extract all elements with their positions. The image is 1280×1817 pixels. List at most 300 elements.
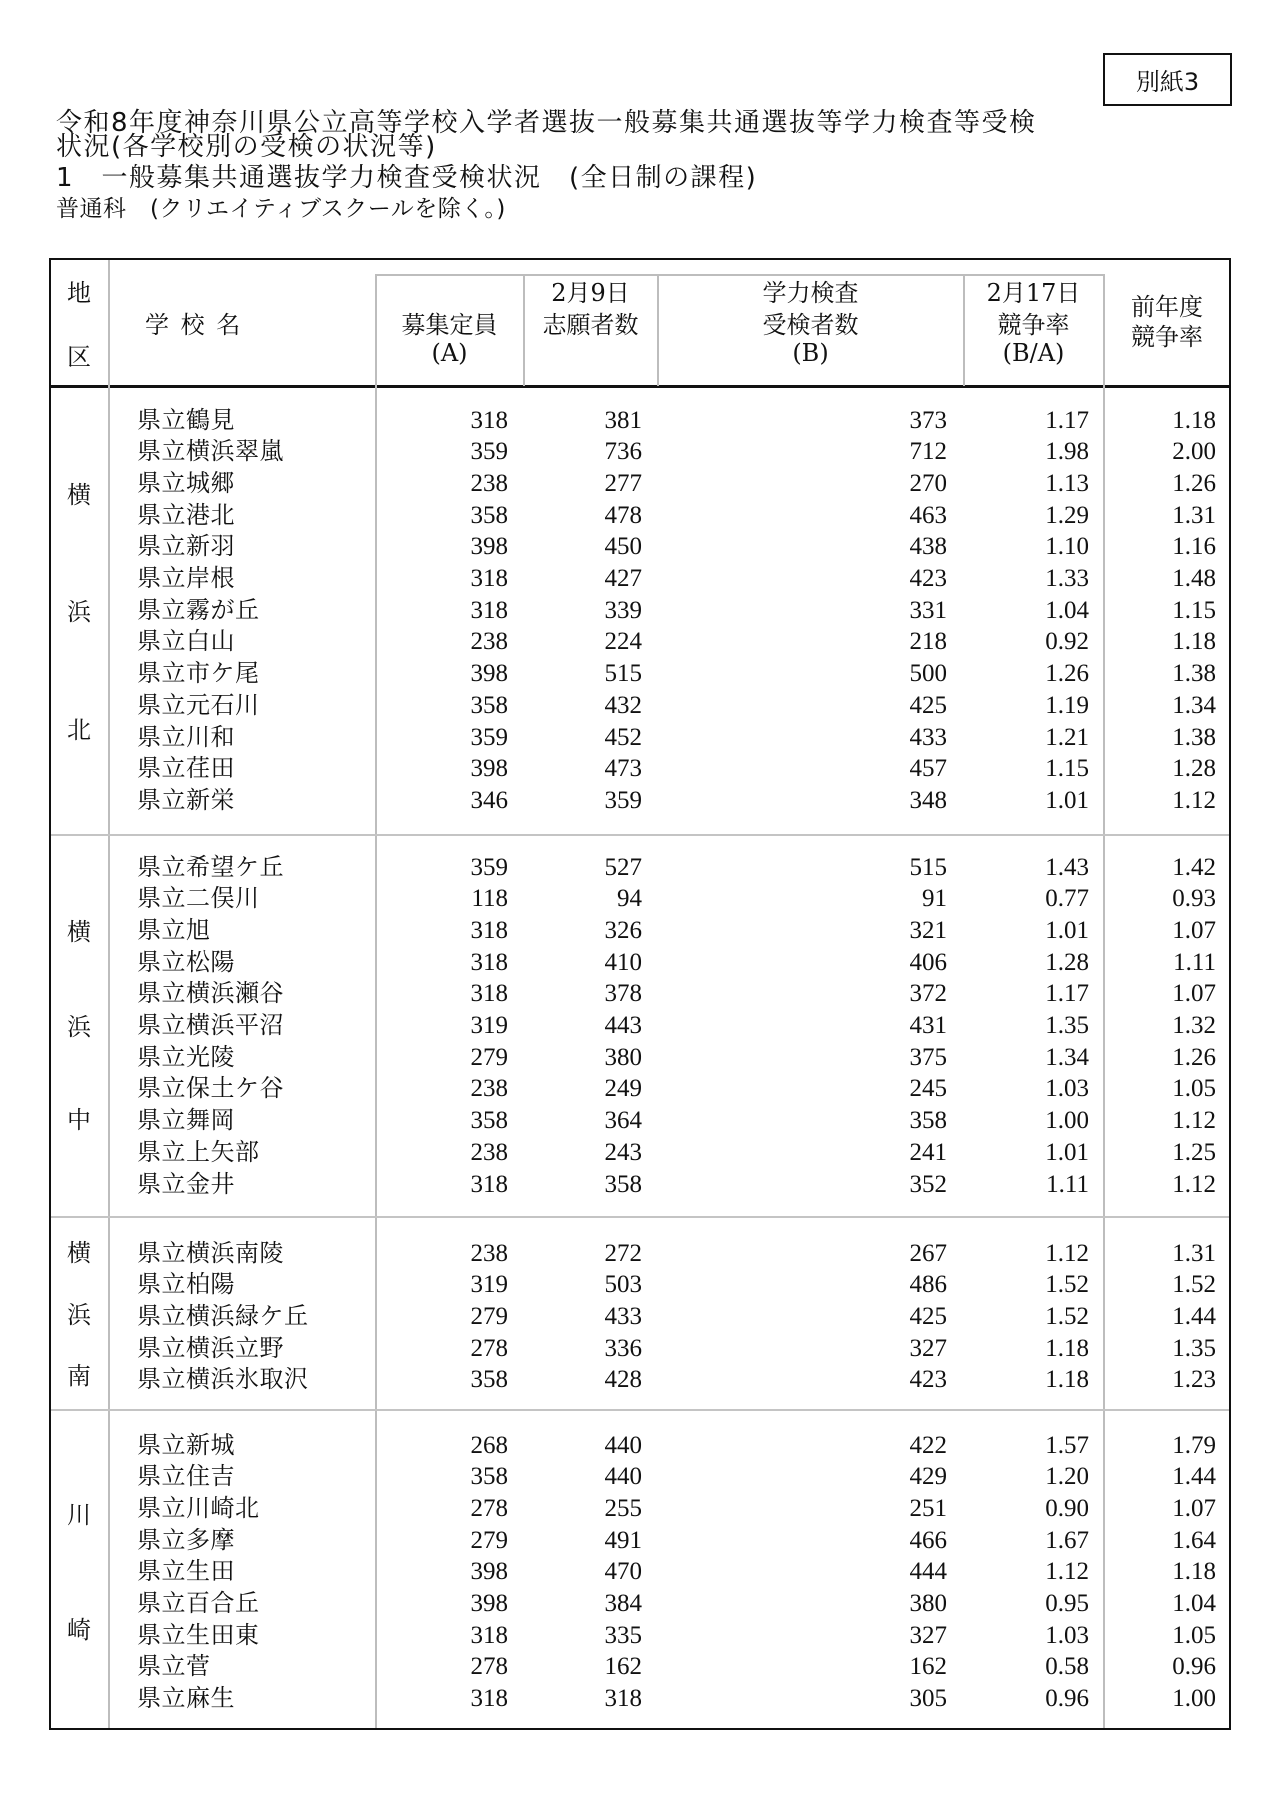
region-label-char: 南 xyxy=(67,1362,91,1390)
applicants-value: 318 xyxy=(604,1685,642,1713)
examinees-value: 423 xyxy=(909,565,947,592)
header-ratio-3: (B/A) xyxy=(1002,339,1065,367)
prev-ratio-value: 1.12 xyxy=(1172,1170,1216,1198)
school-name: 県立横浜平沼 xyxy=(137,1011,284,1039)
table-row xyxy=(0,1651,1280,1682)
document-title-line-1: 令和8年度神奈川県公立高等学校入学者選抜一般募集共通選抜等学力検査等受検 xyxy=(56,108,1037,138)
table-row xyxy=(0,1073,1280,1104)
school-name: 県立住吉 xyxy=(137,1462,235,1491)
prev-ratio-value: 1.34 xyxy=(1172,691,1216,719)
examinees-value: 515 xyxy=(909,853,947,881)
ratio-value: 1.00 xyxy=(1045,1107,1089,1135)
examinees-value: 486 xyxy=(909,1271,947,1299)
examinees-value: 267 xyxy=(909,1239,947,1267)
prev-ratio-value: 1.00 xyxy=(1172,1685,1216,1713)
applicants-value: 410 xyxy=(604,948,642,976)
table-row xyxy=(0,785,1280,816)
header-applicants-1: 2月9日 xyxy=(551,279,630,307)
group-separator xyxy=(51,1409,1229,1411)
ratio-value: 1.20 xyxy=(1045,1463,1089,1491)
applicants-value: 432 xyxy=(604,691,642,719)
table-row xyxy=(0,1269,1280,1300)
capacity-value: 318 xyxy=(470,1685,508,1713)
prev-ratio-value: 1.48 xyxy=(1172,565,1216,592)
header-region-1: 地 xyxy=(67,279,91,307)
examinees-value: 429 xyxy=(909,1463,947,1491)
school-name: 県立新城 xyxy=(137,1430,235,1459)
school-name: 県立保土ケ谷 xyxy=(137,1074,284,1103)
school-name: 県立城郷 xyxy=(137,468,235,497)
header-examinees-3: (B) xyxy=(792,339,829,367)
region-label-char: 横 xyxy=(67,918,91,946)
school-name: 県立菅 xyxy=(137,1652,211,1681)
school-name: 県立旭 xyxy=(137,915,211,944)
applicants-value: 277 xyxy=(604,469,642,497)
examinees-value: 373 xyxy=(909,406,947,434)
ratio-value: 1.03 xyxy=(1045,1621,1089,1649)
school-name: 県立松陽 xyxy=(137,947,235,976)
header-ratio-1: 2月17日 xyxy=(986,279,1081,307)
school-name: 県立二俣川 xyxy=(137,884,260,913)
attachment-label-text: 別紙3 xyxy=(1135,68,1200,96)
examinees-value: 425 xyxy=(909,691,947,719)
ratio-value: 1.18 xyxy=(1045,1334,1089,1362)
capacity-value: 359 xyxy=(470,723,508,751)
capacity-value: 318 xyxy=(470,916,508,944)
school-name: 県立多摩 xyxy=(137,1525,235,1554)
school-name: 県立霧が丘 xyxy=(137,595,260,624)
prev-ratio-value: 1.07 xyxy=(1172,1494,1216,1522)
region-label-char: 横 xyxy=(67,481,91,509)
ratio-value: 0.96 xyxy=(1045,1685,1089,1713)
applicants-value: 473 xyxy=(604,755,642,783)
ratio-value: 1.21 xyxy=(1045,723,1089,751)
capacity-value: 279 xyxy=(470,1526,508,1554)
table-row xyxy=(0,1105,1280,1136)
capacity-value: 318 xyxy=(470,565,508,592)
applicants-value: 428 xyxy=(604,1366,642,1394)
applicants-value: 249 xyxy=(604,1075,642,1103)
header-examinees-1: 学力検査 xyxy=(762,279,859,307)
table-row xyxy=(0,1461,1280,1492)
capacity-value: 398 xyxy=(470,1558,508,1586)
capacity-value: 319 xyxy=(470,1012,508,1039)
applicants-value: 380 xyxy=(604,1043,642,1071)
ratio-value: 1.03 xyxy=(1045,1075,1089,1103)
ratio-value: 1.19 xyxy=(1045,691,1089,719)
examinees-value: 444 xyxy=(909,1558,947,1586)
ratio-value: 1.28 xyxy=(1045,948,1089,976)
prev-ratio-value: 1.07 xyxy=(1172,916,1216,944)
ratio-value: 1.13 xyxy=(1045,469,1089,497)
capacity-value: 268 xyxy=(470,1431,508,1459)
table-row xyxy=(0,1683,1280,1714)
applicants-value: 527 xyxy=(604,853,642,881)
prev-ratio-value: 1.42 xyxy=(1172,853,1216,881)
capacity-value: 398 xyxy=(470,1590,508,1617)
applicants-value: 478 xyxy=(604,501,642,529)
applicants-value: 440 xyxy=(604,1463,642,1491)
subsection-heading: 普通科 (クリエイティブスクールを除く。) xyxy=(56,196,506,222)
school-name: 県立横浜南陵 xyxy=(137,1238,284,1267)
ratio-value: 1.43 xyxy=(1045,853,1089,881)
capacity-value: 238 xyxy=(470,469,508,497)
header-prev-ratio-2: 競争率 xyxy=(1131,323,1203,351)
examinees-value: 327 xyxy=(909,1334,947,1362)
ratio-value: 0.90 xyxy=(1045,1494,1089,1522)
table-row xyxy=(0,947,1280,978)
examinees-value: 358 xyxy=(909,1107,947,1135)
capacity-value: 278 xyxy=(470,1494,508,1522)
prev-ratio-value: 1.38 xyxy=(1172,723,1216,751)
ratio-value: 0.77 xyxy=(1045,885,1089,913)
applicants-value: 335 xyxy=(604,1621,642,1649)
examinees-value: 270 xyxy=(909,469,947,497)
prev-ratio-value: 1.15 xyxy=(1172,596,1216,624)
capacity-value: 359 xyxy=(470,438,508,466)
school-name: 県立希望ケ丘 xyxy=(137,852,284,881)
school-name: 県立柏陽 xyxy=(137,1270,235,1299)
capacity-value: 318 xyxy=(470,596,508,624)
capacity-value: 358 xyxy=(470,1366,508,1394)
prev-ratio-value: 1.31 xyxy=(1172,501,1216,529)
prev-ratio-value: 1.18 xyxy=(1172,628,1216,656)
prev-ratio-value: 1.35 xyxy=(1172,1334,1216,1362)
prev-ratio-value: 1.31 xyxy=(1172,1239,1216,1267)
capacity-value: 278 xyxy=(470,1334,508,1362)
examinees-value: 305 xyxy=(909,1685,947,1713)
prev-ratio-value: 1.12 xyxy=(1172,1107,1216,1135)
applicants-value: 326 xyxy=(604,916,642,944)
examinees-value: 406 xyxy=(909,948,947,976)
school-name: 県立生田東 xyxy=(137,1620,260,1649)
ratio-value: 1.01 xyxy=(1045,786,1089,814)
examinees-value: 245 xyxy=(909,1075,947,1103)
table-row xyxy=(0,1364,1280,1395)
ratio-value: 1.52 xyxy=(1045,1302,1089,1330)
ratio-value: 0.58 xyxy=(1045,1653,1089,1681)
table-row xyxy=(0,595,1280,626)
applicants-value: 381 xyxy=(604,406,642,434)
school-name: 県立荏田 xyxy=(137,754,235,783)
applicants-value: 336 xyxy=(604,1334,642,1362)
table-row xyxy=(0,1333,1280,1364)
school-name: 県立港北 xyxy=(137,500,235,529)
capacity-value: 238 xyxy=(470,1138,508,1166)
table-row xyxy=(0,626,1280,657)
applicants-value: 515 xyxy=(604,660,642,688)
region-label-char: 中 xyxy=(67,1106,91,1134)
examinees-value: 348 xyxy=(909,786,947,814)
examinees-value: 463 xyxy=(909,501,947,529)
ratio-value: 0.92 xyxy=(1045,628,1089,656)
prev-ratio-value: 1.38 xyxy=(1172,660,1216,688)
prev-ratio-value: 1.44 xyxy=(1172,1463,1216,1491)
school-name: 県立横浜立野 xyxy=(137,1333,284,1362)
examinees-value: 327 xyxy=(909,1621,947,1649)
region-label-char: 横 xyxy=(67,1239,91,1267)
table-row xyxy=(0,1137,1280,1168)
ratio-value: 1.10 xyxy=(1045,533,1089,561)
ratio-value: 1.11 xyxy=(1046,1170,1089,1198)
ratio-value: 1.01 xyxy=(1045,1138,1089,1166)
prev-ratio-value: 1.44 xyxy=(1172,1302,1216,1330)
school-name: 県立川崎北 xyxy=(137,1493,260,1522)
applicants-value: 736 xyxy=(604,438,642,466)
capacity-value: 398 xyxy=(470,533,508,561)
school-name: 県立金井 xyxy=(137,1169,235,1198)
capacity-value: 279 xyxy=(470,1302,508,1330)
examinees-value: 438 xyxy=(909,533,947,561)
table-row xyxy=(0,1556,1280,1587)
header-school-name: 学 校 名 xyxy=(145,311,243,339)
capacity-value: 398 xyxy=(470,660,508,688)
capacity-value: 279 xyxy=(470,1043,508,1071)
prev-ratio-value: 0.93 xyxy=(1172,885,1216,913)
school-name: 県立元石川 xyxy=(137,690,260,719)
capacity-value: 278 xyxy=(470,1653,508,1681)
table-row xyxy=(0,500,1280,531)
capacity-value: 118 xyxy=(471,885,508,913)
table-row xyxy=(0,1301,1280,1332)
prev-ratio-value: 2.00 xyxy=(1172,438,1216,466)
ratio-value: 1.35 xyxy=(1045,1012,1089,1039)
region-label-char: 崎 xyxy=(67,1616,91,1644)
school-name: 県立市ケ尾 xyxy=(137,659,260,688)
table-row xyxy=(0,1010,1280,1041)
ratio-value: 1.67 xyxy=(1045,1526,1089,1554)
school-name: 県立舞岡 xyxy=(137,1106,235,1135)
examinees-value: 457 xyxy=(909,755,947,783)
capacity-value: 318 xyxy=(470,980,508,1008)
examinees-value: 372 xyxy=(909,980,947,1008)
table-row xyxy=(0,1588,1280,1619)
examinees-value: 712 xyxy=(909,438,947,466)
examinees-value: 433 xyxy=(909,723,947,751)
prev-ratio-value: 1.23 xyxy=(1172,1366,1216,1394)
prev-ratio-value: 1.07 xyxy=(1172,980,1216,1008)
prev-ratio-value: 1.16 xyxy=(1172,533,1216,561)
school-name: 県立川和 xyxy=(137,722,235,751)
prev-ratio-value: 1.04 xyxy=(1172,1590,1216,1617)
school-name: 県立新栄 xyxy=(137,785,235,814)
table-row xyxy=(0,1169,1280,1200)
examinees-value: 241 xyxy=(909,1138,947,1166)
school-name: 県立生田 xyxy=(137,1557,235,1586)
table-row xyxy=(0,753,1280,784)
capacity-value: 238 xyxy=(470,628,508,656)
table-row xyxy=(0,468,1280,499)
table-row xyxy=(0,658,1280,689)
table-row xyxy=(0,1525,1280,1556)
header-region-2: 区 xyxy=(67,343,91,371)
applicants-value: 162 xyxy=(604,1653,642,1681)
prev-ratio-value: 1.79 xyxy=(1172,1431,1216,1459)
table-row xyxy=(0,1238,1280,1269)
ratio-value: 1.12 xyxy=(1045,1239,1089,1267)
header-capacity-1: 募集定員 xyxy=(401,311,498,339)
table-row xyxy=(0,1493,1280,1524)
applicants-value: 443 xyxy=(604,1012,642,1039)
ratio-value: 1.17 xyxy=(1045,980,1089,1008)
table-row xyxy=(0,405,1280,436)
school-name: 県立上矢部 xyxy=(137,1137,260,1166)
header-prev-ratio-1: 前年度 xyxy=(1131,293,1203,321)
applicants-value: 452 xyxy=(604,723,642,751)
header-ratio-2: 競争率 xyxy=(997,311,1070,339)
applicants-value: 491 xyxy=(604,1526,642,1554)
examinees-value: 466 xyxy=(909,1526,947,1554)
section-heading: 1 一般募集共通選抜学力検査受検状況 (全日制の課程) xyxy=(56,163,758,193)
region-label-char: 北 xyxy=(67,716,91,744)
ratio-value: 1.01 xyxy=(1045,916,1089,944)
applicants-value: 427 xyxy=(604,565,642,592)
applicants-value: 384 xyxy=(604,1590,642,1617)
header-subgrid-top-border xyxy=(375,274,1103,276)
group-separator xyxy=(51,1216,1229,1218)
document-title-line-2: 状況(各学校別の受検の状況等) xyxy=(56,132,437,162)
header-examinees-2: 受検者数 xyxy=(762,311,859,339)
applicants-value: 224 xyxy=(604,628,642,656)
school-name: 県立横浜緑ケ丘 xyxy=(137,1301,309,1330)
school-name: 県立光陵 xyxy=(137,1042,235,1071)
examinees-value: 352 xyxy=(909,1170,947,1198)
prev-ratio-value: 1.64 xyxy=(1172,1526,1216,1554)
ratio-value: 1.33 xyxy=(1045,565,1089,592)
ratio-value: 1.26 xyxy=(1045,660,1089,688)
applicants-value: 243 xyxy=(604,1138,642,1166)
ratio-value: 1.57 xyxy=(1045,1431,1089,1459)
ratio-value: 1.18 xyxy=(1045,1366,1089,1394)
examinees-value: 423 xyxy=(909,1366,947,1394)
capacity-value: 238 xyxy=(470,1075,508,1103)
ratio-value: 1.15 xyxy=(1045,755,1089,783)
ratio-value: 0.95 xyxy=(1045,1590,1089,1617)
region-label-char: 浜 xyxy=(67,598,91,626)
prev-ratio-value: 1.25 xyxy=(1172,1138,1216,1166)
school-name: 県立岸根 xyxy=(137,564,235,592)
applicants-value: 470 xyxy=(604,1558,642,1586)
ratio-value: 1.98 xyxy=(1045,438,1089,466)
ratio-value: 1.34 xyxy=(1045,1043,1089,1071)
prev-ratio-value: 1.05 xyxy=(1172,1621,1216,1649)
capacity-value: 358 xyxy=(470,501,508,529)
school-name: 県立横浜氷取沢 xyxy=(137,1365,309,1394)
examinees-value: 331 xyxy=(909,596,947,624)
examinees-value: 162 xyxy=(909,1653,947,1681)
prev-ratio-value: 1.52 xyxy=(1172,1271,1216,1299)
applicants-value: 440 xyxy=(604,1431,642,1459)
applicants-value: 272 xyxy=(604,1239,642,1267)
applicants-value: 450 xyxy=(604,533,642,561)
examinees-value: 91 xyxy=(922,885,947,913)
applicants-value: 503 xyxy=(604,1271,642,1299)
prev-ratio-value: 1.18 xyxy=(1172,1558,1216,1586)
prev-ratio-value: 1.18 xyxy=(1172,406,1216,434)
prev-ratio-value: 1.32 xyxy=(1172,1012,1216,1039)
group-separator xyxy=(51,834,1229,836)
table-row xyxy=(0,1430,1280,1461)
table-row xyxy=(0,915,1280,946)
applicants-value: 378 xyxy=(604,980,642,1008)
applicants-value: 339 xyxy=(604,596,642,624)
header-applicants-2: 志願者数 xyxy=(542,311,639,339)
applicants-value: 94 xyxy=(617,885,642,913)
region-label-char: 浜 xyxy=(67,1013,91,1041)
capacity-value: 319 xyxy=(470,1271,508,1299)
region-label-char: 川 xyxy=(67,1501,91,1529)
school-name: 県立白山 xyxy=(137,627,235,656)
school-name: 県立麻生 xyxy=(137,1684,235,1713)
school-name: 県立横浜翠嵐 xyxy=(137,437,284,466)
table-row xyxy=(0,436,1280,467)
table-row xyxy=(0,531,1280,562)
capacity-value: 318 xyxy=(470,1621,508,1649)
examinees-value: 218 xyxy=(909,628,947,656)
header-bottom-border xyxy=(49,385,1231,388)
table-row xyxy=(0,690,1280,721)
attachment-label xyxy=(1103,53,1232,106)
table-row xyxy=(0,563,1280,594)
prev-ratio-value: 1.28 xyxy=(1172,755,1216,783)
applicants-value: 359 xyxy=(604,786,642,814)
examinees-value: 375 xyxy=(909,1043,947,1071)
applicants-value: 358 xyxy=(604,1170,642,1198)
header-capacity-2: (A) xyxy=(431,339,468,367)
capacity-value: 398 xyxy=(470,755,508,783)
examinees-value: 500 xyxy=(909,660,947,688)
capacity-value: 358 xyxy=(470,1107,508,1135)
school-name: 県立鶴見 xyxy=(137,405,235,434)
school-name: 県立新羽 xyxy=(137,532,235,561)
capacity-value: 358 xyxy=(470,691,508,719)
capacity-value: 318 xyxy=(470,406,508,434)
prev-ratio-value: 0.96 xyxy=(1172,1653,1216,1681)
applicants-value: 255 xyxy=(604,1494,642,1522)
examinees-value: 321 xyxy=(909,916,947,944)
prev-ratio-value: 1.11 xyxy=(1173,948,1216,976)
applicants-value: 433 xyxy=(604,1302,642,1330)
capacity-value: 238 xyxy=(470,1239,508,1267)
prev-ratio-value: 1.26 xyxy=(1172,469,1216,497)
examinees-value: 431 xyxy=(909,1012,947,1039)
examinees-value: 380 xyxy=(909,1590,947,1617)
capacity-value: 318 xyxy=(470,1170,508,1198)
prev-ratio-value: 1.26 xyxy=(1172,1043,1216,1071)
capacity-value: 318 xyxy=(470,948,508,976)
capacity-value: 358 xyxy=(470,1463,508,1491)
capacity-value: 346 xyxy=(470,786,508,814)
examinees-value: 425 xyxy=(909,1302,947,1330)
prev-ratio-value: 1.05 xyxy=(1172,1075,1216,1103)
ratio-value: 1.12 xyxy=(1045,1558,1089,1586)
examinees-value: 422 xyxy=(909,1431,947,1459)
school-name: 県立横浜瀬谷 xyxy=(137,979,284,1008)
table-row xyxy=(0,1042,1280,1073)
table-row xyxy=(0,883,1280,914)
table-row xyxy=(0,852,1280,883)
ratio-value: 1.17 xyxy=(1045,406,1089,434)
school-name: 県立百合丘 xyxy=(137,1589,260,1617)
ratio-value: 1.04 xyxy=(1045,596,1089,624)
capacity-value: 359 xyxy=(470,853,508,881)
prev-ratio-value: 1.12 xyxy=(1172,786,1216,814)
applicants-value: 364 xyxy=(604,1107,642,1135)
table-row xyxy=(0,978,1280,1009)
ratio-value: 1.29 xyxy=(1045,501,1089,529)
table-row xyxy=(0,1620,1280,1651)
ratio-value: 1.52 xyxy=(1045,1271,1089,1299)
